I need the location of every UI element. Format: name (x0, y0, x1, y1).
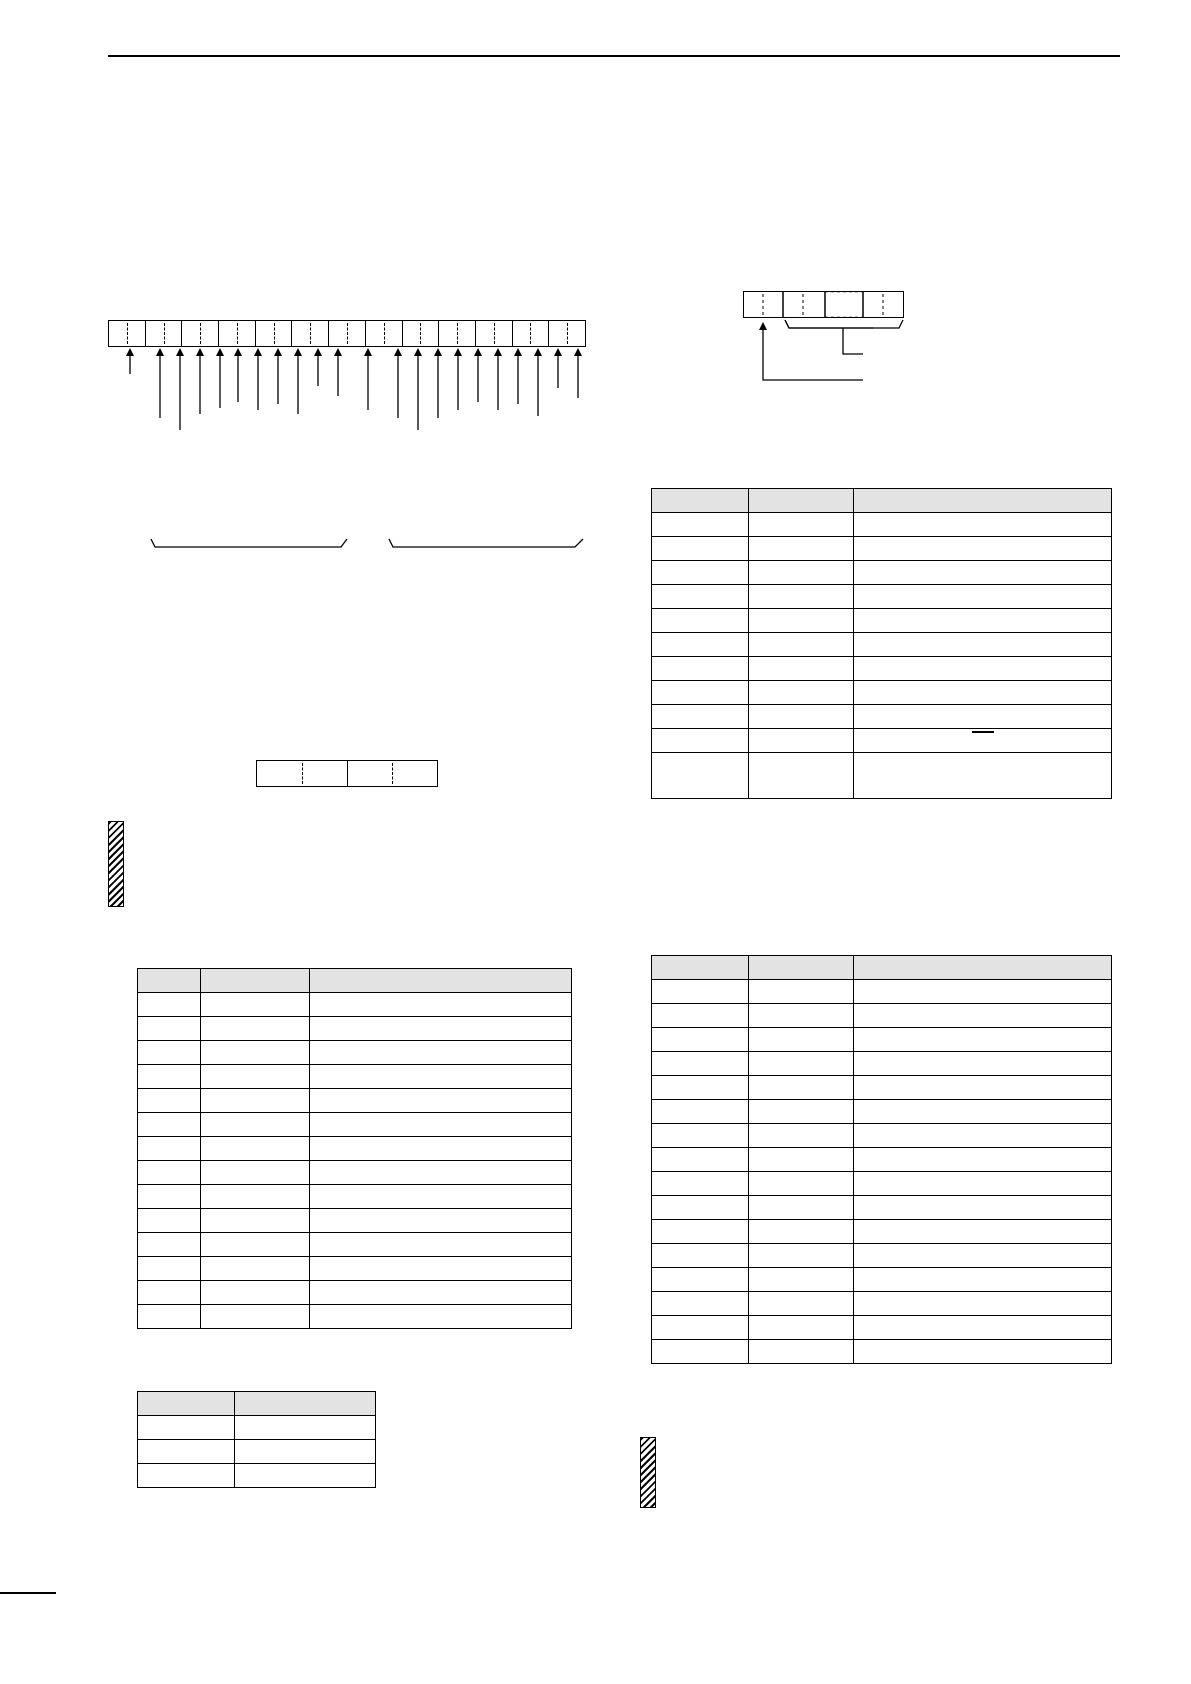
table-row (652, 1292, 1112, 1316)
table-row (652, 1124, 1112, 1148)
table-header-cell (235, 1392, 376, 1416)
table-row (138, 1137, 572, 1161)
left-register-arrows (108, 346, 588, 436)
table-row (138, 1281, 572, 1305)
table-row (652, 513, 1112, 537)
table-row (652, 753, 1112, 799)
table-header-row (652, 956, 1112, 980)
table-row (652, 609, 1112, 633)
table-row (652, 1076, 1112, 1100)
table-row (652, 1268, 1112, 1292)
right-table-2 (651, 955, 1112, 1364)
table-row (138, 1416, 376, 1440)
table-row (652, 729, 1112, 753)
table-header-cell (854, 489, 1112, 513)
table-header-cell (652, 956, 749, 980)
left-table-1 (137, 968, 572, 1329)
table-row (652, 1004, 1112, 1028)
left-register-diagram (108, 320, 586, 347)
left-register-brackets (145, 535, 590, 555)
table-row (652, 1340, 1112, 1364)
footer-rule (0, 1592, 56, 1594)
table-row (652, 633, 1112, 657)
table-row (652, 1100, 1112, 1124)
table-row (652, 585, 1112, 609)
table-row (652, 561, 1112, 585)
table-row (138, 1113, 572, 1137)
table-row (652, 980, 1112, 1004)
table-header-cell (652, 489, 749, 513)
table-row (138, 1209, 572, 1233)
table-row (138, 1161, 572, 1185)
table-row (138, 1464, 376, 1488)
table-row (138, 1185, 572, 1209)
table-row (138, 1257, 572, 1281)
table-row (652, 1244, 1112, 1268)
table-header-row (652, 489, 1112, 513)
table-row (138, 1305, 572, 1329)
table-row (138, 1233, 572, 1257)
table-header-row (138, 1392, 376, 1416)
overbar-mark (972, 731, 994, 733)
table-header-cell (310, 969, 572, 993)
right-register-diagram (743, 291, 904, 318)
right-table-1 (651, 488, 1112, 799)
table-row (652, 1052, 1112, 1076)
hatched-note-icon (108, 821, 124, 907)
table-header-cell (749, 956, 854, 980)
table-row (138, 993, 572, 1017)
table-row (138, 1017, 572, 1041)
table-header-row (138, 969, 572, 993)
table-row (652, 1196, 1112, 1220)
table-row (652, 1148, 1112, 1172)
table-row (652, 1220, 1112, 1244)
table-header-cell (138, 969, 201, 993)
table-header-cell (138, 1392, 235, 1416)
table-row (138, 1041, 572, 1065)
right-register-brace (743, 318, 913, 338)
left-table-2 (137, 1391, 376, 1488)
table-row (138, 1089, 572, 1113)
table-row (652, 705, 1112, 729)
header-rule (108, 55, 1120, 57)
table-row (652, 537, 1112, 561)
table-row (652, 1316, 1112, 1340)
hatched-note-icon (640, 1437, 656, 1508)
table-row (138, 1440, 376, 1464)
table-row (652, 1028, 1112, 1052)
table-header-cell (854, 956, 1112, 980)
table-row (652, 1172, 1112, 1196)
table-row (138, 1065, 572, 1089)
table-row (652, 681, 1112, 705)
table-row (652, 657, 1112, 681)
small-register-diagram (256, 760, 438, 787)
table-header-cell (201, 969, 310, 993)
table-header-cell (749, 489, 854, 513)
